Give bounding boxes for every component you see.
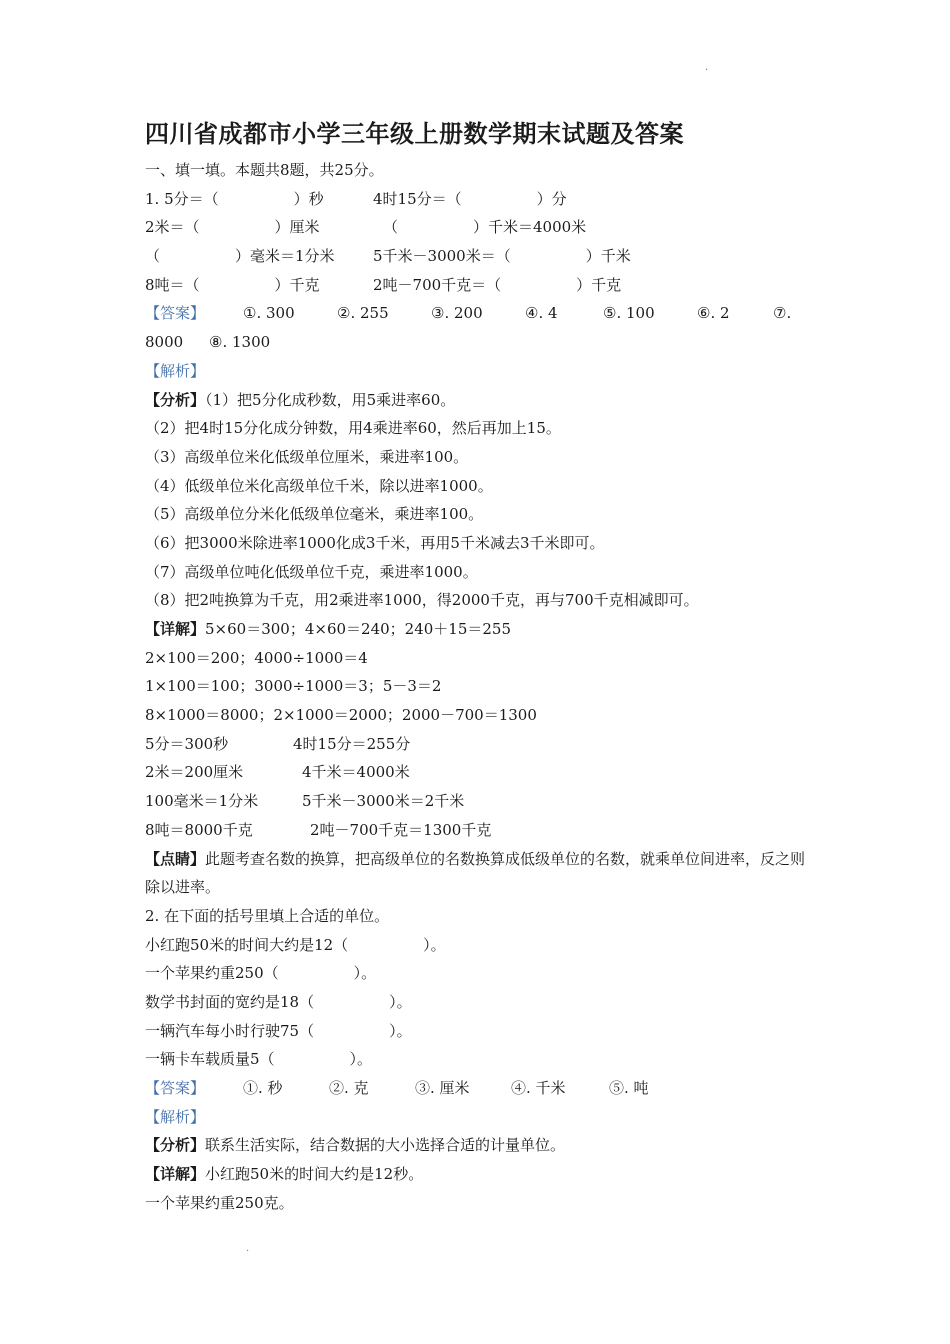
q1-blank: 2吨－700千克＝（ ）千克 [373, 275, 622, 294]
result-row [145, 758, 810, 787]
result-item: 100毫米＝1分米 [145, 792, 259, 811]
xiangjie-line: 一个苹果约重250克。 [145, 1193, 294, 1212]
dianjing-paragraph [145, 845, 810, 902]
result-item: 4时15分＝255分 [293, 734, 411, 753]
q2-item: 小红跑50米的时间大约是12（ ）。 [145, 935, 446, 954]
q2-item: 数学书封面的宽约是18（ ）。 [145, 992, 412, 1011]
xiangjie-line: 1×100＝100；3000÷1000＝3；5－3＝2 [145, 677, 442, 696]
analysis-label: 【解析】 [145, 1107, 206, 1126]
xiangjie-label: 【详解】 [145, 620, 206, 638]
result-item: 2米＝200厘米 [145, 763, 244, 782]
xiangjie-text: 5×60＝300；4×60＝240；240＋15＝255 [205, 620, 512, 638]
result-item: 4千米＝4000米 [302, 763, 410, 782]
answer-label: 【答案】 [145, 304, 206, 323]
fenxi-line [145, 1131, 810, 1160]
result-item: 5分＝300秒 [145, 734, 229, 753]
q1-blank: （ ）毫米＝1分米 [145, 247, 335, 266]
q1-row [145, 271, 810, 300]
answer-item: ①. 300 [243, 304, 295, 323]
answer-item: ②. 克 [329, 1079, 369, 1098]
q1-blank: 8吨＝（ ）千克 [145, 275, 320, 294]
answer-item: ④. 4 [525, 304, 558, 323]
dianjing-label: 【点睛】 [145, 849, 206, 868]
answer-item: ⑤. 100 [603, 304, 655, 323]
page-mark-top: . [705, 62, 709, 73]
answer-label: 【答案】 [145, 1079, 206, 1098]
answer-item: ③. 厘米 [415, 1079, 470, 1098]
answer-item: ④. 千米 [511, 1079, 566, 1098]
analysis-label: 【解析】 [145, 361, 206, 380]
result-item: 2吨－700千克＝1300千克 [310, 820, 492, 839]
q2-stem: 2. 在下面的括号里填上合适的单位。 [145, 906, 390, 925]
q1-row [145, 185, 810, 214]
xiangjie-line: 8×1000＝8000；2×1000＝2000；2000－700＝1300 [145, 706, 537, 725]
fenxi-label: 【分析】 [145, 1136, 206, 1155]
section-heading: 一、填一填。本题共8题，共25分。 [145, 161, 384, 179]
answer-item: ⑧. 1300 [209, 333, 271, 352]
xiangjie-line [145, 1160, 810, 1189]
q2-item: 一辆汽车每小时行驶75（ ）。 [145, 1021, 412, 1040]
dianjing-text: 此题考查名数的换算，把高级单位的名数换算成低级单位的名数，就乘单位间进率，反之则除以进率。 [145, 849, 806, 897]
answer-item: ①. 秒 [243, 1079, 283, 1098]
xiangjie-text: 小红跑50米的时间大约是12秒。 [205, 1165, 424, 1184]
xiangjie-line: 2×100＝200；4000÷1000＝4 [145, 648, 368, 667]
q1-answer-line [145, 299, 810, 328]
fenxi-line: （5）高级单位分米化低级单位毫米，乘进率100。 [145, 505, 484, 524]
q1-blank: （ ）千米＝4000米 [383, 218, 587, 237]
fenxi-line: （6）把3000米除进率1000化成3千米，再用5千米减去3千米即可。 [145, 533, 605, 552]
xiangjie-label: 【详解】 [145, 1165, 206, 1184]
document-body [145, 156, 810, 1217]
q1-answer-line [145, 328, 810, 357]
q2-answer-line [145, 1074, 810, 1103]
answer-item: 8000 [145, 333, 184, 352]
fenxi-text: （1）把5分化成秒数，用5乘进率60。 [205, 390, 456, 409]
result-item: 8吨＝8000千克 [145, 820, 253, 839]
answer-item: ⑥. 2 [697, 304, 730, 323]
fenxi-line: （4）低级单位米化高级单位千米，除以进率1000。 [145, 476, 493, 495]
q2-item: 一辆卡车载质量5（ ）。 [145, 1050, 373, 1069]
fenxi-line: （2）把4时15分化成分钟数，用4乘进率60，然后再加上15。 [145, 419, 561, 438]
result-row [145, 787, 810, 816]
fenxi-text: 联系生活实际，结合数据的大小选择合适的计量单位。 [205, 1136, 566, 1155]
answer-item: ③. 200 [431, 304, 483, 323]
answer-item: ⑦. [773, 304, 792, 323]
q1-blank: 2米＝（ ）厘米 [145, 218, 320, 237]
result-row [145, 730, 810, 759]
result-row [145, 816, 810, 845]
fenxi-label: 【分析】 [145, 390, 206, 409]
q1-blank: 1. 5分＝（ ）秒 [145, 189, 324, 208]
answer-item: ⑤. 吨 [609, 1079, 649, 1098]
page-mark-bottom: . [246, 1243, 250, 1254]
xiangjie-line [145, 615, 810, 644]
q1-row [145, 213, 810, 242]
q1-row [145, 242, 810, 271]
q1-blank: 4时15分＝（ ）分 [373, 189, 567, 208]
page-title: 四川省成都市小学三年级上册数学期末试题及答案 [145, 120, 684, 148]
q2-item: 一个苹果约重250（ ）。 [145, 964, 377, 983]
fenxi-line: （3）高级单位米化低级单位厘米，乘进率100。 [145, 447, 469, 466]
answer-item: ②. 255 [337, 304, 389, 323]
fenxi-line: （8）把2吨换算为千克，用2乘进率1000，得2000千克，再与700千克相减即可。 [145, 591, 699, 610]
fenxi-line: （7）高级单位吨化低级单位千克，乘进率1000。 [145, 562, 478, 581]
result-item: 5千米－3000米＝2千米 [302, 792, 465, 811]
q1-blank: 5千米－3000米＝（ ）千米 [373, 247, 631, 266]
fenxi-line [145, 386, 810, 415]
